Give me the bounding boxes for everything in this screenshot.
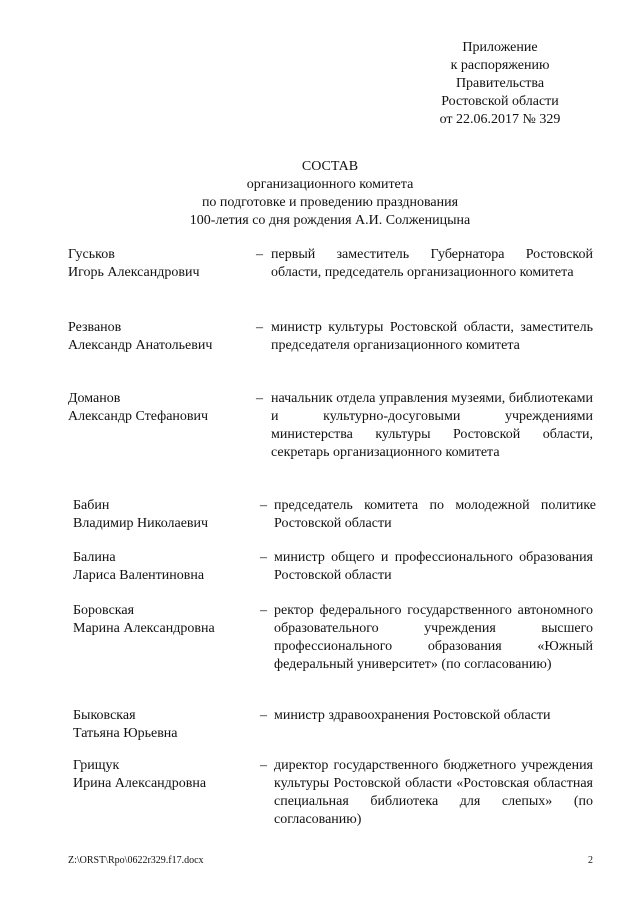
title-line: по подготовке и проведению празднования xyxy=(201,195,459,210)
dash-separator: – xyxy=(260,603,267,618)
member-given-names: Владимир Николаевич xyxy=(73,516,209,531)
member-name xyxy=(73,497,263,533)
dash-separator: – xyxy=(260,498,267,513)
dash-separator: – xyxy=(256,247,263,262)
member-name xyxy=(73,549,263,585)
footer-file-path: Z:\ORST\Rpo\0622r329.f17.docx xyxy=(68,855,204,866)
member-name xyxy=(73,602,263,638)
member-given-names: Марина Александровна xyxy=(73,621,215,636)
member-surname: Резванов xyxy=(68,320,122,335)
member-role: министр культуры Ростовской области, заместитель председателя организационного комитета xyxy=(271,320,593,353)
member-given-names: Александр Анатольевич xyxy=(68,338,213,353)
page-number: 2 xyxy=(588,855,593,866)
appendix-line: Приложение xyxy=(462,40,538,55)
member-given-names: Ирина Александровна xyxy=(73,776,207,791)
member-role: директор государственного бюджетного учреждения культуры Ростовской области «Ростовская областная специальная библиотека для слепых» (по согласованию) xyxy=(274,758,593,827)
member-surname: Бабин xyxy=(73,498,110,513)
appendix-line: Правительства xyxy=(455,76,545,91)
member-role: первый заместитель Губернатора Ростовской области, председатель организационного комитета xyxy=(271,247,593,280)
dash-separator: – xyxy=(256,391,263,406)
appendix-line: от 22.06.2017 № 329 xyxy=(439,112,561,127)
appendix-line: Ростовской области xyxy=(441,94,559,109)
appendix-block xyxy=(420,39,580,129)
member-given-names: Татьяна Юрьевна xyxy=(73,726,178,741)
member-surname: Грищук xyxy=(73,758,120,773)
document-title xyxy=(140,158,520,230)
appendix-line: к распоряжению xyxy=(450,58,550,73)
title-line: организационного комитета xyxy=(246,177,414,192)
member-surname: Гуськов xyxy=(68,247,115,262)
member-name xyxy=(68,246,258,282)
member-name xyxy=(73,707,263,743)
member-role: министр общего и профессионального образования Ростовской области xyxy=(274,550,593,583)
member-surname: Быковская xyxy=(73,708,136,723)
dash-separator: – xyxy=(260,550,267,565)
member-given-names: Лариса Валентиновна xyxy=(73,568,205,583)
title-line: 100-летия со дня рождения А.И. Солженицына xyxy=(189,213,471,228)
member-given-names: Александр Стефанович xyxy=(68,409,209,424)
dash-separator: – xyxy=(256,320,263,335)
member-role: министр здравоохранения Ростовской области xyxy=(274,708,551,723)
member-role: начальник отдела управления музеями, библиотеками и культурно-досуговыми учреждениями министерства культуры Ростовской области, секретарь организационного комитета xyxy=(271,391,593,460)
member-surname: Боровская xyxy=(73,603,135,618)
dash-separator: – xyxy=(260,758,267,773)
member-name xyxy=(73,757,263,793)
title-line: СОСТАВ xyxy=(301,159,359,174)
member-surname: Балина xyxy=(73,550,116,565)
dash-separator: – xyxy=(260,708,267,723)
member-role: ректор федерального государственного автономного образовательного учреждения высшего профессионального образования «Южный федеральный университет» (по согласованию) xyxy=(274,603,593,672)
member-surname: Доманов xyxy=(68,391,121,406)
member-given-names: Игорь Александрович xyxy=(68,265,200,280)
member-role: председатель комитета по молодежной политике Ростовской области xyxy=(274,498,596,531)
member-name xyxy=(68,390,258,426)
member-name xyxy=(68,319,258,355)
